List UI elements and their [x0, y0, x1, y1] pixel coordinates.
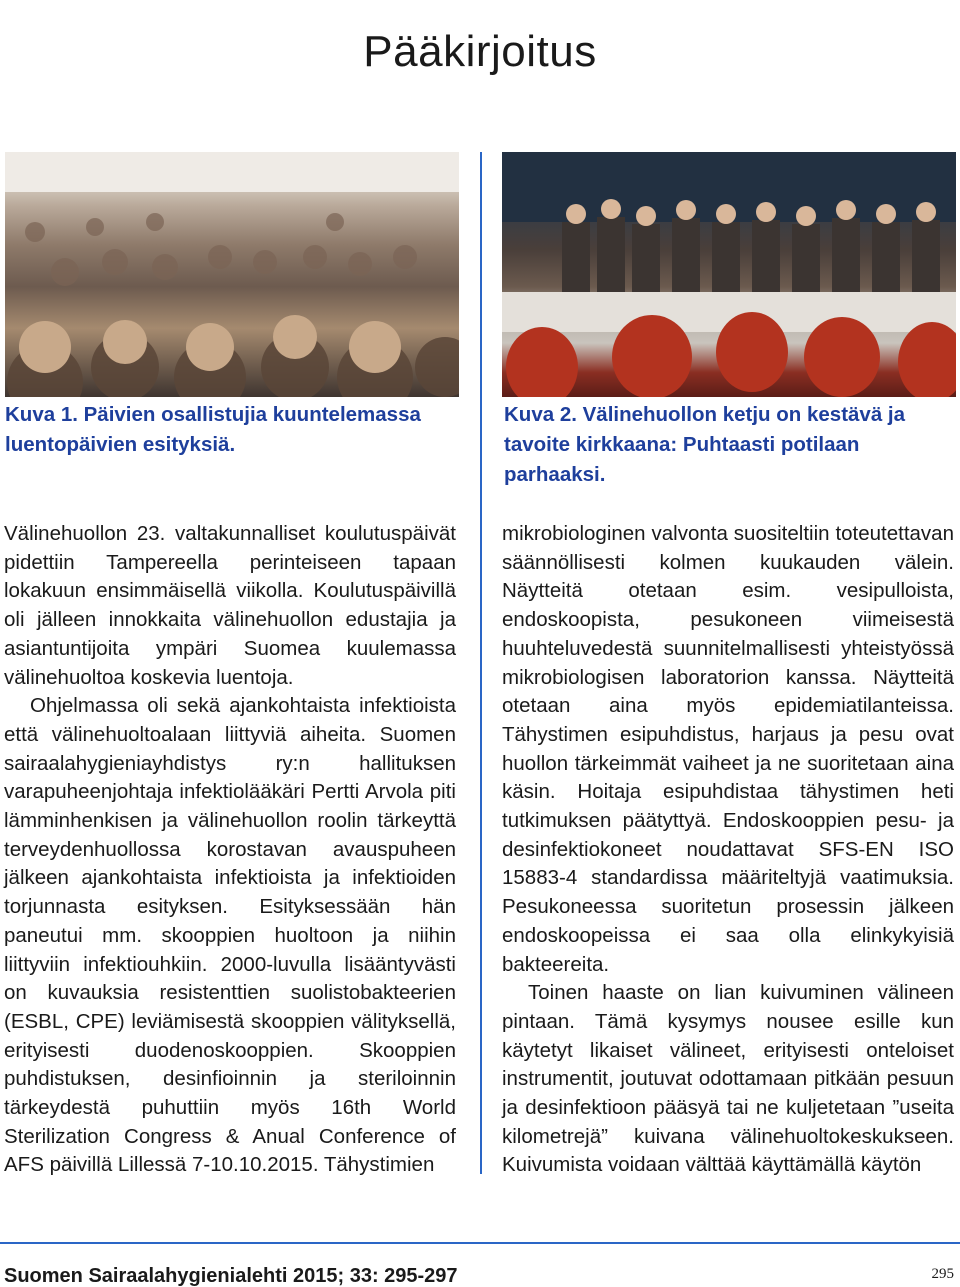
page-title: Pääkirjoitus — [363, 27, 597, 77]
audience-photo — [5, 152, 459, 397]
paragraph: Ohjelmassa oli sekä ajankohtaista infektioista että välinehuoltoalaan liittyviä aiheita. Suomen sairaalahygieniayhdistys ry:n hallituksen varapuheenjohtaja infektiolääkäri Pertti Arvola piti lämminhenkisen ja välinehuollon roolin tärkeyttä terveydenhuollossa korostavan avauspuheen jälkeen ajankohtaista infektioista ja infektioiden torjunnasta esityksen. Esityksessään hän paneutui mm. skooppien huoltoon ja niihin liittyviin infektiouhkiin. 2000-luvulla lisääntyvästi on kuvauksia resistenttien suolistobakteerien (ESBL, CPE) leviämisestä skooppien välityksellä, erityisesti duodenoskooppien. Skooppien puhdistuksen, desinfioinnin ja steriloinnin tärkeydestä puhuttiin myös 16th World Sterilization Congress & Anual Conference of AFS päivillä Lillessä 7-10.10.2015. Tähystimien — [4, 694, 456, 1177]
figure-2-caption: Kuva 2. Välinehuollon ketju on kestävä ja tavoite kirkkaana: Puhtaasti potilaan parhaaksi. — [504, 403, 906, 486]
group-photo — [502, 152, 956, 397]
left-column — [4, 520, 456, 1180]
photo-audience-icon — [5, 152, 459, 397]
page-number: 295 — [931, 1266, 954, 1282]
paragraph: Toinen haaste on lian kuivuminen välineen pintaan. Tämä kysymys nousee esille kun käytetyt likaiset välineet, erityisesti onteloiset instrumentit, joutuvat odottamaan pitkään pesuun ja desinfektioon pääsyä tai ne kuljetetaan ”useita kilometrejä” kuivana välinehuoltokeskukseen. Kuivumista voidaan välttää käyttämällä käytön — [502, 981, 954, 1177]
figure-1-caption: Kuva 1. Päivien osallistujia kuuntelemassa luentopäivien esityksiä. — [5, 403, 421, 456]
footer-rule — [0, 1242, 960, 1244]
right-column — [502, 520, 954, 1180]
photo-group-chain-icon — [502, 152, 956, 397]
journal-citation: Suomen Sairaalahygienialehti 2015; 33: 295-297 — [4, 1265, 458, 1287]
paragraph: mikrobiologinen valvonta suositeltiin toteutettavan säännöllisesti kolmen kuukauden välein. Näytteitä otetaan esim. vesipulloista, endoskoopista, pesukoneen viimeisestä huuhteluvedestä suunnitelmallisesti yhteistyössä mikrobiologisen laboratorion kanssa. Näytteitä otetaan aina myös epidemiatilanteissa. Tähystimen esipuhdistus, harjaus ja pesu ovat huollon tärkeimmät vaiheet ja ne suoritetaan aina käsin. Hoitaja esipuhdistaa tähystimen heti tutkimuksen päätyttyä. Endoskooppien pesu- ja desinfektiokoneet noudattavat SFS-EN ISO 15883-4 standardissa määriteltyjä vaatimuksia. Pesukoneessa suoritetun prosessin jälkeen endoskoopeissa ei saa olla elinkykyisiä bakteereita. — [502, 522, 954, 976]
column-divider — [480, 152, 482, 1174]
paragraph: Välinehuollon 23. valtakunnalliset koulutuspäivät pidettiin Tampereella perinteiseen tapaan lokakuun ensimmäisellä viikolla. Koulutuspäivillä oli jälleen innokkaita välinehuollon edustajia ja asiantuntijoita ympäri Suomea kuulemassa välinehuoltoa koskevia luentoja. — [4, 522, 456, 689]
